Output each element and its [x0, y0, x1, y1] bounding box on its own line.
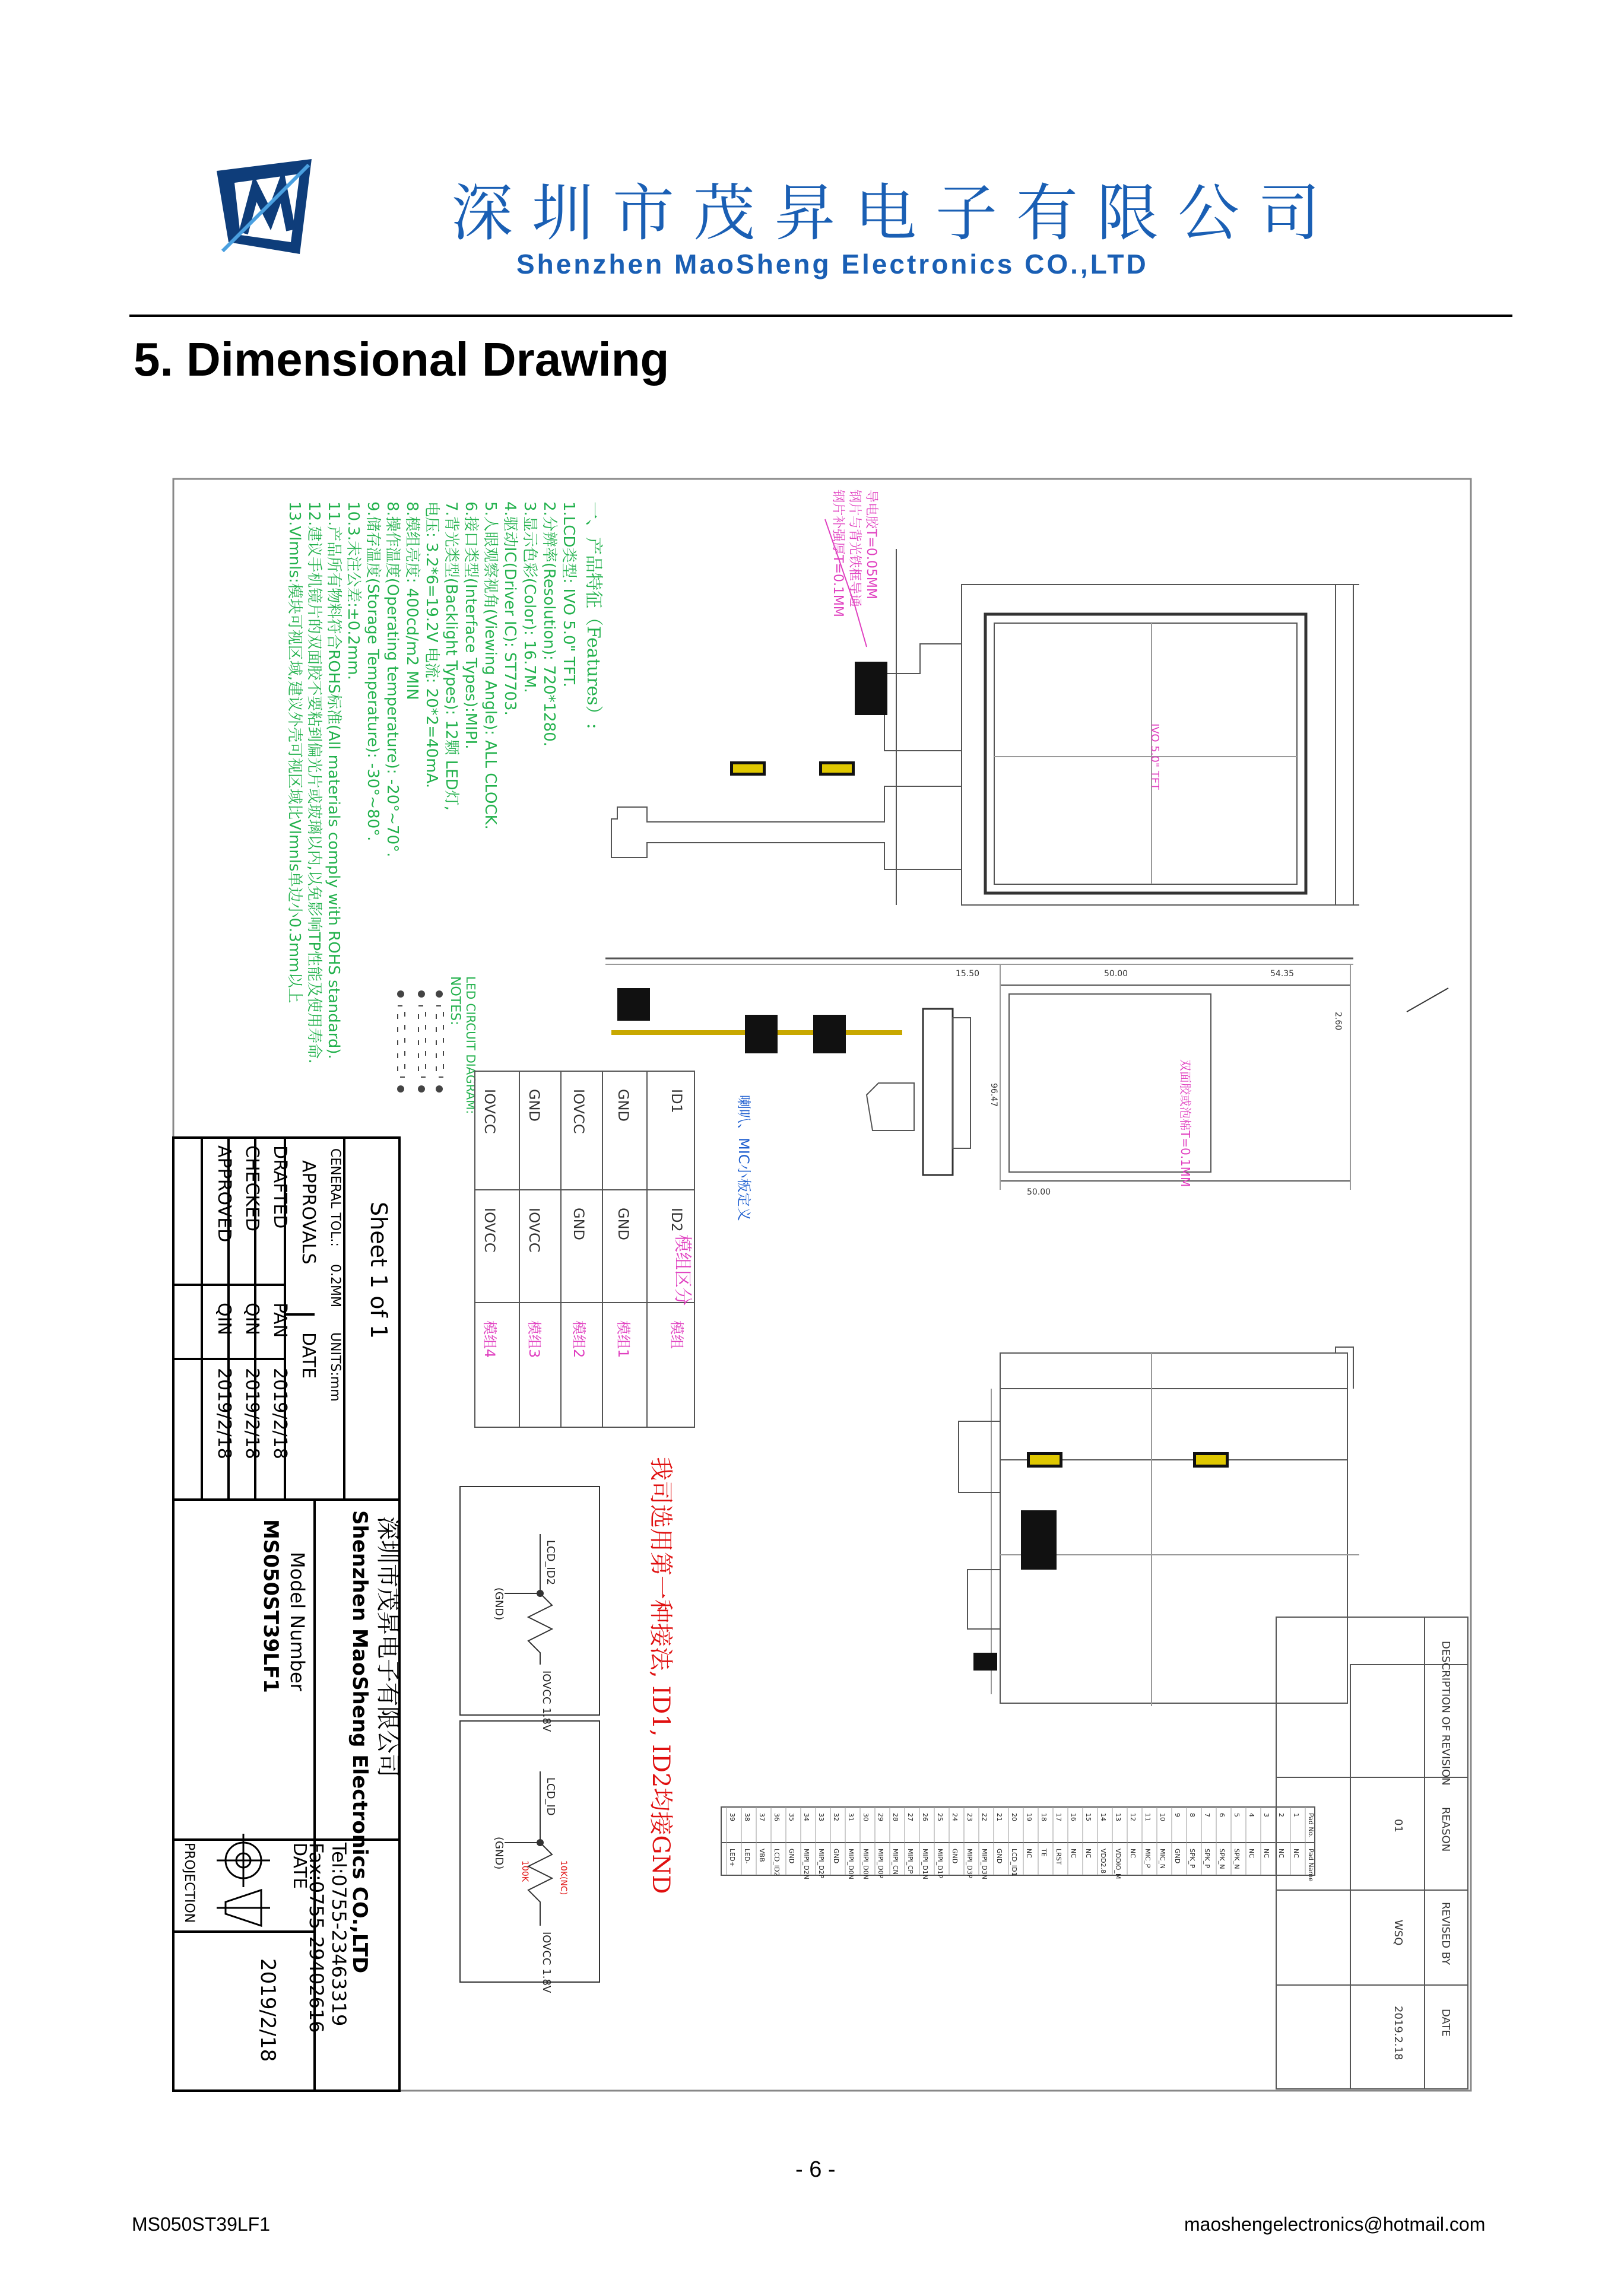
- pin-table-cell: 4: [1248, 1813, 1255, 1817]
- feature-item: 12.建议手机镜片的双面胶不要粘到偏光片或玻璃以内,以免影响TP性能及使用寿命.: [305, 501, 323, 1064]
- features-title: 一、产品特征（Features）:: [583, 501, 604, 729]
- pin-table-cell: LRST: [1055, 1849, 1062, 1865]
- svg-text:深圳市茂昇电子有限公司: 深圳市茂昇电子有限公司: [374, 1516, 401, 1777]
- footer-model: MS050ST39LF1: [132, 2214, 271, 2235]
- svg-text:APPROVALS: APPROVALS: [298, 1160, 319, 1265]
- svg-text:Model Number: Model Number: [286, 1552, 309, 1691]
- svg-text:DESCRIPTION OF REVISION: DESCRIPTION OF REVISION: [1439, 1641, 1452, 1786]
- wiring-note: 我司选用第一种接法, ID1, ID2均接GND: [647, 1457, 674, 1894]
- pin-table-cell: GND: [832, 1849, 840, 1864]
- pin-table-cell: 17: [1055, 1813, 1062, 1821]
- feature-item: 11.产品所有物料符合ROHS标准(All materials comply with ROHS standard).: [325, 501, 342, 1059]
- feature-item: 10.3.未注公差:±0.2mm.: [344, 501, 362, 680]
- top-note-2: 钢片与背光铁框导通: [847, 490, 862, 608]
- module-partition-title: 模组区分: [672, 1234, 693, 1306]
- pin-table-cell: 25: [936, 1813, 944, 1821]
- pin-table-cell: 18: [1040, 1813, 1048, 1821]
- pin-table-cell: 23: [966, 1813, 973, 1821]
- pin-table-cell: NC: [1025, 1849, 1033, 1858]
- pin-table-cell: 33: [817, 1813, 825, 1821]
- svg-text:DATE: DATE: [298, 1332, 319, 1379]
- svg-text:DATE: DATE: [1439, 2009, 1452, 2037]
- svg-text:APPROVED: APPROVED: [214, 1145, 234, 1243]
- svg-text:QIN: QIN: [214, 1303, 234, 1335]
- pin-table-cell: 13: [1114, 1813, 1122, 1821]
- logo-icon: [211, 153, 318, 260]
- pin-table-cell: MIPI_D0P: [877, 1849, 884, 1879]
- feature-item: 1.LCD类型: IVO 5.0" TFT.: [560, 501, 578, 688]
- svg-text:CENERAL TOL.:: CENERAL TOL.:: [328, 1148, 342, 1247]
- lcd-bottom-view: [959, 1347, 1359, 1706]
- pin-table-cell: 6: [1218, 1813, 1226, 1817]
- svg-text:0.2MM: 0.2MM: [328, 1264, 342, 1307]
- pin-table-cell: MIPI_D3N: [981, 1849, 988, 1879]
- svg-text:WSQ: WSQ: [1392, 1920, 1404, 1946]
- svg-text:CHECKED: CHECKED: [242, 1145, 262, 1232]
- svg-text:2019/2/18: 2019/2/18: [256, 1958, 280, 2062]
- pin-table-header: Pad No.: [1307, 1813, 1315, 1838]
- svg-text:REVISED BY: REVISED BY: [1439, 1902, 1452, 1965]
- company-name-cn: 深圳市茂昇电子有限公司: [451, 177, 1340, 249]
- pin-table-cell: 8: [1188, 1813, 1196, 1817]
- pin-table-cell: 31: [847, 1813, 855, 1821]
- pin-table-cell: GND: [995, 1849, 1003, 1864]
- pin-table-cell: 12: [1129, 1813, 1137, 1821]
- feature-item: 9.储存温度(Storage Temperature): -30°~80°.: [364, 501, 382, 841]
- circuit-2: [460, 1721, 600, 1982]
- pin-table-cell: SPK_N: [1218, 1849, 1226, 1869]
- notes-title: NOTES:: [448, 976, 462, 1025]
- pin-table-cell: NC: [1129, 1849, 1137, 1858]
- pin-table-cell: 19: [1025, 1813, 1033, 1821]
- pin-table-cell: 15: [1084, 1813, 1092, 1821]
- pin-table-cell: 10: [1159, 1813, 1166, 1821]
- pin-table-cell: MIPI_D3P: [966, 1849, 973, 1879]
- pin-table-cell: 39: [728, 1813, 736, 1821]
- pin-table-cell: 29: [877, 1813, 884, 1821]
- pin-table-cell: VDD2.8: [1099, 1849, 1107, 1873]
- pin-table-cell: 16: [1070, 1813, 1077, 1821]
- svg-text:2019/2/18: 2019/2/18: [242, 1368, 262, 1459]
- module-table-cell: IOVCC: [481, 1089, 498, 1134]
- footer-email: maoshengelectronics@hotmail.com: [1184, 2214, 1486, 2235]
- pin-table-cell: SPK_P: [1203, 1849, 1211, 1868]
- feature-item: 电压: 3.2*6=19.2V 电流: 20*2=40mA.: [423, 501, 440, 789]
- pin-table-cell: GND: [951, 1849, 959, 1864]
- led-circuit-diagram: [397, 990, 443, 1093]
- header-divider: [129, 315, 1512, 317]
- conductive-note: 双面胶或泡棉T=0.1MM: [1178, 1059, 1192, 1187]
- pin-table-cell: MIPI_D1N: [921, 1849, 929, 1879]
- svg-text:10K(NC): 10K(NC): [559, 1860, 568, 1895]
- pin-table-cell: LCD_ID1: [1010, 1849, 1018, 1876]
- svg-text:54.35: 54.35: [1270, 969, 1295, 979]
- pin-table-cell: 11: [1144, 1813, 1152, 1821]
- module-table-cell: 模组: [668, 1320, 685, 1349]
- top-note-3: 导电胶T=0.05MM: [864, 490, 878, 599]
- svg-text:15.50: 15.50: [956, 969, 980, 979]
- notes-block: [448, 976, 478, 1114]
- pin-table-cell: TE: [1040, 1849, 1048, 1857]
- dimension-labels: [956, 969, 1343, 1197]
- interface-note: 喇叭、MIC小板定义: [735, 1095, 752, 1221]
- top-note-1: 钢片补强厚T=0.1MM: [830, 490, 845, 617]
- pin-table-cell: 32: [832, 1813, 840, 1821]
- module-table-cell: GND: [615, 1208, 632, 1241]
- notes-subtitle: LED CIRCUIT DIAGRAM:: [464, 976, 478, 1114]
- connector-block: [855, 662, 887, 715]
- module-table-cell: 模组3: [526, 1320, 543, 1358]
- pin-table-cell: MIPI_D1P: [936, 1849, 944, 1879]
- pin-table-cell: LCD_ID2: [773, 1849, 781, 1876]
- pin-table-cell: 27: [906, 1813, 914, 1821]
- svg-text:2019.2.18: 2019.2.18: [1392, 2006, 1404, 2060]
- svg-text:MS050ST39LF1: MS050ST39LF1: [259, 1519, 283, 1693]
- svg-text:PROJECTION: PROJECTION: [182, 1843, 196, 1923]
- svg-text:01: 01: [1392, 1819, 1404, 1833]
- pin-table-cell: 14: [1099, 1813, 1107, 1821]
- module-table-cell: 模组2: [570, 1320, 587, 1358]
- pin-table-cell: 28: [892, 1813, 899, 1821]
- module-table-cell: IOVCC: [570, 1089, 587, 1134]
- display-label: IVO 5.0" TFT: [1149, 723, 1161, 790]
- pin-table-cell: MIPI_CP: [906, 1849, 914, 1874]
- pin-table-cell: 9: [1173, 1813, 1181, 1817]
- module-table-cell: 模组4: [481, 1320, 498, 1358]
- pin-table-cell: LED-: [743, 1849, 751, 1864]
- features-block: [286, 501, 604, 1063]
- module-table-cell: GND: [526, 1089, 543, 1122]
- section-title: 5. Dimensional Drawing: [134, 333, 670, 386]
- svg-text:DATE: DATE: [289, 1843, 310, 1889]
- svg-text:REASON: REASON: [1439, 1807, 1452, 1852]
- pin-table-cell: VDDIO_M: [1114, 1849, 1122, 1879]
- pin-table-cell: 22: [981, 1813, 988, 1821]
- pin-table-cell: MIPI_D2N: [803, 1849, 810, 1879]
- pin-table-cell: GND: [1173, 1849, 1181, 1864]
- lcd-side-view: [605, 958, 1353, 964]
- pin-table-cell: MIPI_D2P: [817, 1849, 825, 1879]
- pin-table-cell: 35: [788, 1813, 795, 1821]
- pin-table-cell: 36: [773, 1813, 781, 1821]
- pin-table-cell: VBB: [758, 1849, 766, 1862]
- module-table-cell: 模组1: [615, 1320, 632, 1358]
- pin-table-cell: 2: [1277, 1813, 1285, 1817]
- circuit-1: [460, 1487, 600, 1715]
- feature-item: 8.操作温度(Operating temperature): -20°~70°.: [383, 501, 401, 858]
- svg-text:Fax:0755-29402616: Fax:0755-29402616: [305, 1843, 328, 2033]
- pin-table-cell: MIPI_D0N: [847, 1849, 855, 1879]
- feature-item: 6.接口类型(Interface Types):MIPI.: [462, 501, 480, 750]
- pin-table: [721, 1807, 1315, 1882]
- title-block: [172, 1136, 401, 2092]
- pin-table-header: Pad Name: [1307, 1849, 1315, 1882]
- svg-text:Tel:0755-23463319: Tel:0755-23463319: [328, 1843, 350, 2027]
- revision-text: [1392, 1641, 1452, 2060]
- svg-text:(GND): (GND): [493, 1837, 505, 1870]
- svg-text:2.60: 2.60: [1333, 1012, 1343, 1031]
- bottom-view-components: [973, 1452, 1229, 1671]
- projection-icon: [217, 1834, 270, 1926]
- pin-table-cell: 5: [1233, 1813, 1241, 1817]
- feature-item: 8.模组亮度: 400cd/m2 MIN: [403, 501, 421, 700]
- module-table-cell: IOVCC: [481, 1208, 498, 1253]
- pin-table-cell: 38: [743, 1813, 751, 1821]
- pin-table-cell: 7: [1203, 1813, 1211, 1817]
- svg-text:LCD_ID2: LCD_ID2: [544, 1540, 557, 1586]
- pin-table-cell: SPK_P: [1188, 1849, 1196, 1868]
- pin-table-cell: 26: [921, 1813, 929, 1821]
- svg-text:96.47: 96.47: [989, 1083, 998, 1107]
- pin-table-cell: 37: [758, 1813, 766, 1821]
- lcd-top-view: [611, 549, 1359, 905]
- module-table-cell: IOVCC: [526, 1208, 543, 1253]
- pin-table-cell: NC: [1070, 1849, 1077, 1858]
- svg-text:100K: 100K: [520, 1860, 529, 1882]
- pin-table-cell: MIPI_D0N: [862, 1849, 870, 1879]
- pin-table-cell: NC: [1277, 1849, 1285, 1858]
- sheet-label: Sheet 1 of 1: [366, 1202, 392, 1339]
- pin-table-cell: SPK_N: [1233, 1849, 1241, 1869]
- svg-text:IOVCC 1.8V: IOVCC 1.8V: [540, 1932, 553, 1993]
- pin-table-cell: NC: [1084, 1849, 1092, 1858]
- pin-table-cell: 34: [803, 1813, 810, 1821]
- module-table-cell: GND: [570, 1208, 587, 1241]
- module-table-cell: GND: [615, 1089, 632, 1122]
- company-logo: [211, 153, 318, 260]
- pin-table-cell: NC: [1263, 1849, 1270, 1858]
- feature-item: 5.人眼观察视角(Viewing Angle): ALL CLOCK.: [481, 501, 499, 830]
- module-table-cell: ID2: [668, 1208, 685, 1232]
- svg-text:(GND): (GND): [493, 1587, 505, 1621]
- pin-table-cell: LED+: [728, 1849, 736, 1867]
- svg-text:UNITS:mm: UNITS:mm: [328, 1332, 342, 1402]
- svg-text:2019/2/18: 2019/2/18: [269, 1368, 290, 1459]
- revision-block: [1276, 1617, 1468, 2089]
- feature-item: 4.驱动IC(Driver IC): ST7703.: [501, 501, 519, 716]
- svg-text:IOVCC 1.8V: IOVCC 1.8V: [540, 1671, 553, 1732]
- svg-text:DRAFTED: DRAFTED: [269, 1145, 290, 1229]
- circuit-labels: [493, 1540, 568, 1993]
- top-notes: [830, 490, 878, 617]
- svg-text:Shenzhen MaoSheng Electronics: Shenzhen MaoSheng Electronics CO.,LTD: [348, 1510, 372, 1974]
- feature-item: 13.Vlmnls:模块可视区域,建议外壳可视区域比Vlmnls单边小0.3mm以上: [286, 501, 303, 1003]
- svg-text:LCD_ID: LCD_ID: [544, 1777, 557, 1816]
- feature-item: 7.背光类型(Backlight Types): 12颗 LED灯,: [442, 501, 460, 811]
- pin-table-cell: 3: [1263, 1813, 1270, 1817]
- svg-text:50.00: 50.00: [1027, 1187, 1051, 1197]
- pin-table-cell: NC: [1248, 1849, 1255, 1858]
- svg-text:2019/2/18: 2019/2/18: [214, 1368, 234, 1459]
- pin-table-cell: 1: [1292, 1813, 1300, 1817]
- pin-table-cell: GND: [788, 1849, 795, 1864]
- pin-table-cell: NC: [1292, 1849, 1300, 1858]
- svg-text:QIN: QIN: [242, 1303, 262, 1335]
- feature-item: 3.显示色彩(Color): 16.7M.: [521, 501, 538, 693]
- fpc-components: [730, 662, 887, 776]
- feature-item: 2.分辨率(Resolution): 720*1280.: [540, 501, 558, 747]
- page-number: - 6 -: [795, 2157, 836, 2182]
- pin-table-cell: 21: [995, 1813, 1003, 1821]
- module-table-cell: ID1: [668, 1089, 685, 1113]
- pin-table-cell: MIPI_CN: [892, 1849, 899, 1875]
- pin-table-cell: 24: [951, 1813, 959, 1821]
- svg-text:50.00: 50.00: [1104, 969, 1128, 979]
- svg-text:PAN: PAN: [269, 1303, 290, 1338]
- pin-table-cell: 30: [862, 1813, 870, 1821]
- company-name-en: Shenzhen MaoSheng Electronics CO.,LTD: [516, 249, 1149, 280]
- pin-table-cell: MIC_P: [1144, 1849, 1152, 1868]
- pin-table-cell: MIC_N: [1159, 1849, 1166, 1869]
- pin-table-cell: 20: [1010, 1813, 1018, 1821]
